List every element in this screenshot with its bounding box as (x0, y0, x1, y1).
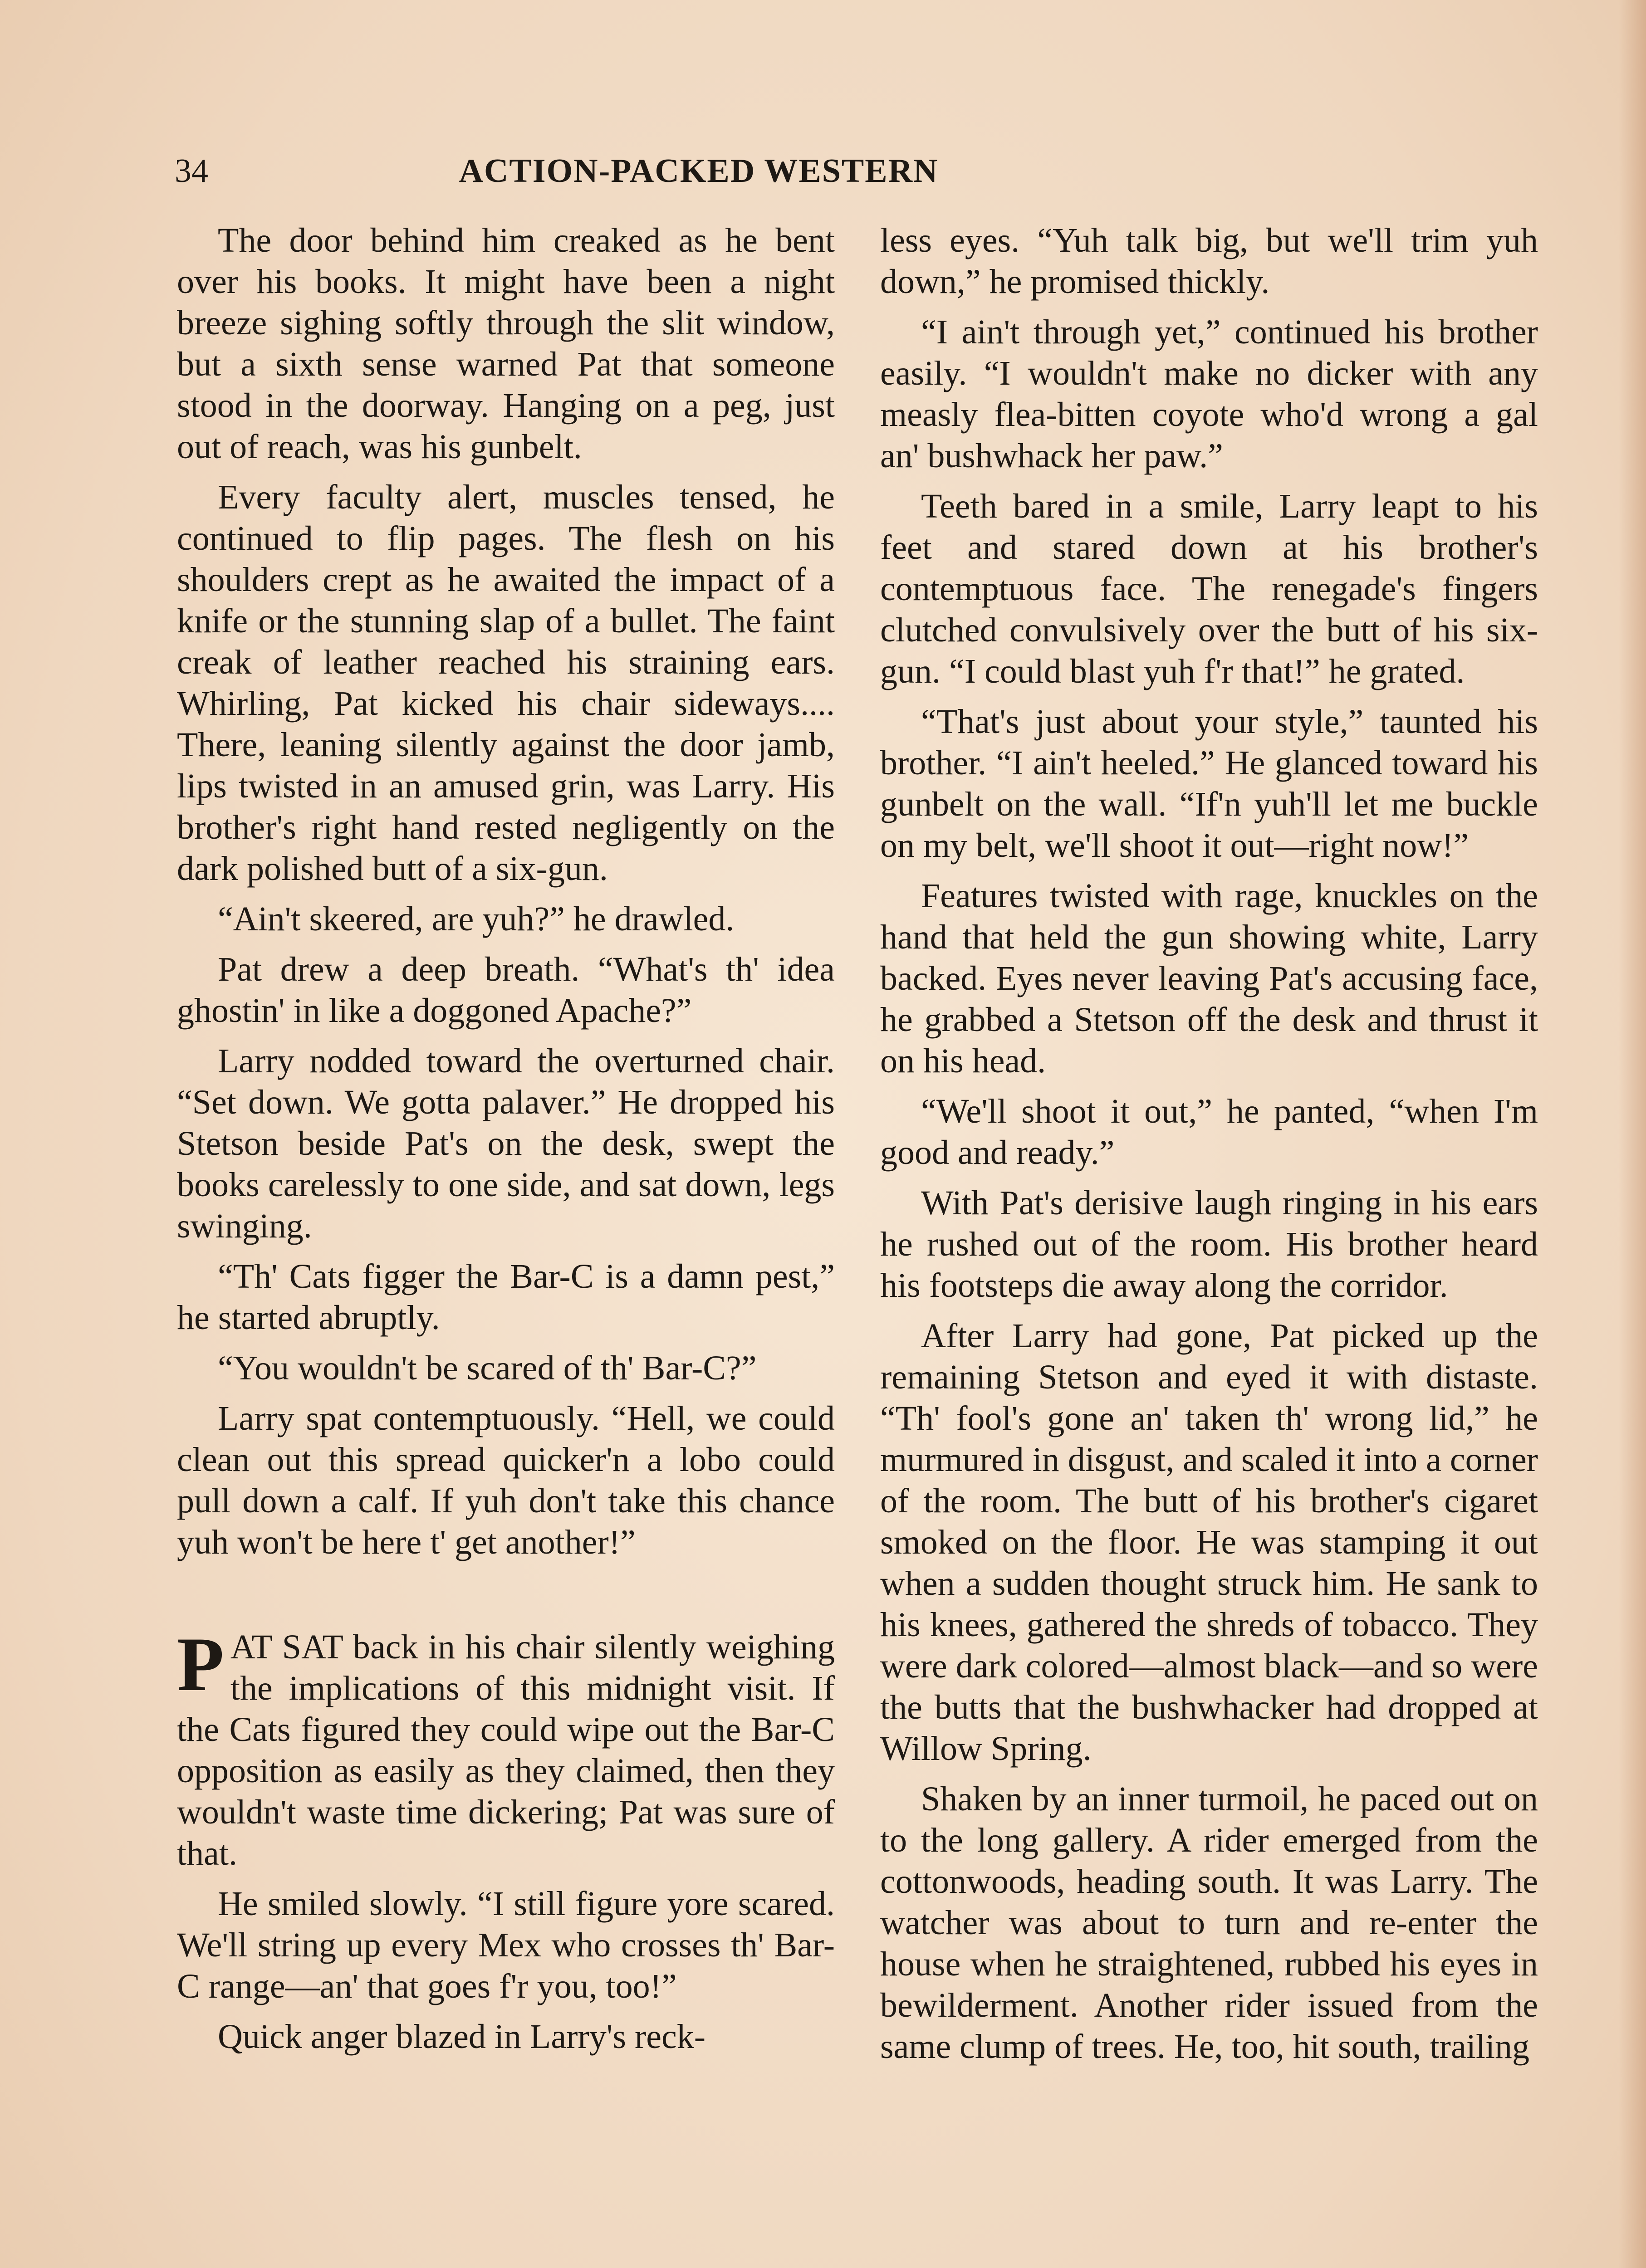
paragraph: With Pat's derisive laugh ringing in his ears he rushed out of the room. His brother heard his footsteps die away along the corridor. (880, 1184, 1538, 1305)
section-text: back in his chair silently weighing the implications of this midnight visit. If the Cats figured they could wipe out the Bar-C opposition as easily as they claimed, then they wouldn't waste time dickering; Pat was sure of that. (177, 1628, 835, 1872)
page-number: 34 (175, 152, 208, 190)
paragraph: Features twisted with rage, knuckles on the hand that held the gun showing white, Larry backed. Eyes never leaving Pat's accusing face, he grabbed a Stetson off the desk and thrust it on his head. (880, 877, 1538, 1080)
paragraph: “Ain't skeered, are yuh?” he drawled. (218, 900, 735, 938)
left-column (177, 220, 835, 2058)
paragraph: The door behind him creaked as he bent over his books. It might have been a night breeze sighing softly through the slit window, but a sixth sense warned Pat that someone stood in the doorway. Hanging on a peg, just out of reach, was his gunbelt. (177, 221, 835, 466)
continued-paragraph: less eyes. “Yuh talk big, but we'll trim yuh down,” he promised thickly. (880, 221, 1538, 301)
paragraph: Larry nodded toward the overturned chair. “Set down. We gotta palaver.” He dropped his Stetson beside Pat's on the desk, swept the books carelessly to one side, and sat down, legs swinging. (177, 1042, 835, 1245)
page-spine-shadow (1619, 0, 1646, 2268)
paragraph: “We'll shoot it out,” he panted, “when I'm good and ready.” (880, 1092, 1538, 1172)
paragraph: After Larry had gone, Pat picked up the remaining Stetson and eyed it with distaste. “Th' fool's gone an' taken th' wrong lid,” he murmured in disgust, and scaled it into a corner of the room. The butt of his brother's cigaret smoked on the floor. He was stamping it out when a sudden thought struck him. He sank to his knees, gathered the shreds of tobacco. They were dark colored—almost black—and so were the butts that the bushwhacker had dropped at Willow Spring. (880, 1317, 1538, 1768)
running-title: ACTION-PACKED WESTERN (459, 152, 939, 190)
paragraph: Pat drew a deep breath. “What's th' idea ghostin' in like a doggoned Apache?” (177, 950, 835, 1030)
paragraph: “That's just about your style,” taunted his brother. “I ain't heeled.” He glanced toward his gunbelt on the wall. “If'n yuh'll let me buckle on my belt, we'll shoot it out—right now!” (880, 703, 1538, 865)
drop-cap: P (177, 1622, 224, 1707)
paragraph: “Th' Cats figger the Bar-C is a damn pest,” he started abruptly. (177, 1257, 835, 1337)
section-lead-in: AT SAT (230, 1628, 343, 1666)
paragraph: Shaken by an inner turmoil, he paced out on to the long gallery. A rider emerged from the cottonwoods, heading south. It was Larry. The watcher was about to turn and re-enter the house when he straightened, rubbed his eyes in bewilderment. Another rider issued from the same clump of trees. He, too, hit south, trailing (880, 1780, 1538, 2066)
paragraph: “I ain't through yet,” continued his brother easily. “I wouldn't make no dicker with any measly flea-bitten coyote who'd wrong a gal an' bushwhack her paw.” (880, 313, 1538, 475)
right-column (880, 220, 1538, 2068)
paragraph: He smiled slowly. “I still figure yore scared. We'll string up every Mex who crosses th' Bar-C range—an' that goes f'r you, too!” (177, 1885, 835, 2005)
paragraph: Teeth bared in a smile, Larry leapt to his feet and stared down at his brother's contemptuous face. The renegade's fingers clutched convulsively over the butt of his six-gun. “I could blast yuh f'r that!” he grated. (880, 487, 1538, 690)
page-header (175, 152, 1572, 202)
section-start-paragraph (177, 1622, 835, 1874)
paragraph: Larry spat contemptuously. “Hell, we could clean out this spread quicker'n a lobo could pull down a calf. If yuh don't take this chance yuh won't be here t' get another!” (177, 1399, 835, 1561)
paragraph: Every faculty alert, muscles tensed, he continued to flip pages. The flesh on his shoulders crept as he awaited the impact of a knife or the stunning slap of a bullet. The faint creak of leather reached his straining ears. Whirling, Pat kicked his chair sideways.... There, leaning silently against the door jamb, lips twisted in an amused grin, was Larry. His brother's right hand rested negligently on the dark polished butt of a six-gun. (177, 478, 835, 888)
paragraph: “You wouldn't be scared of th' Bar-C?” (218, 1349, 757, 1387)
paragraph: Quick anger blazed in Larry's reck- (218, 2018, 706, 2056)
